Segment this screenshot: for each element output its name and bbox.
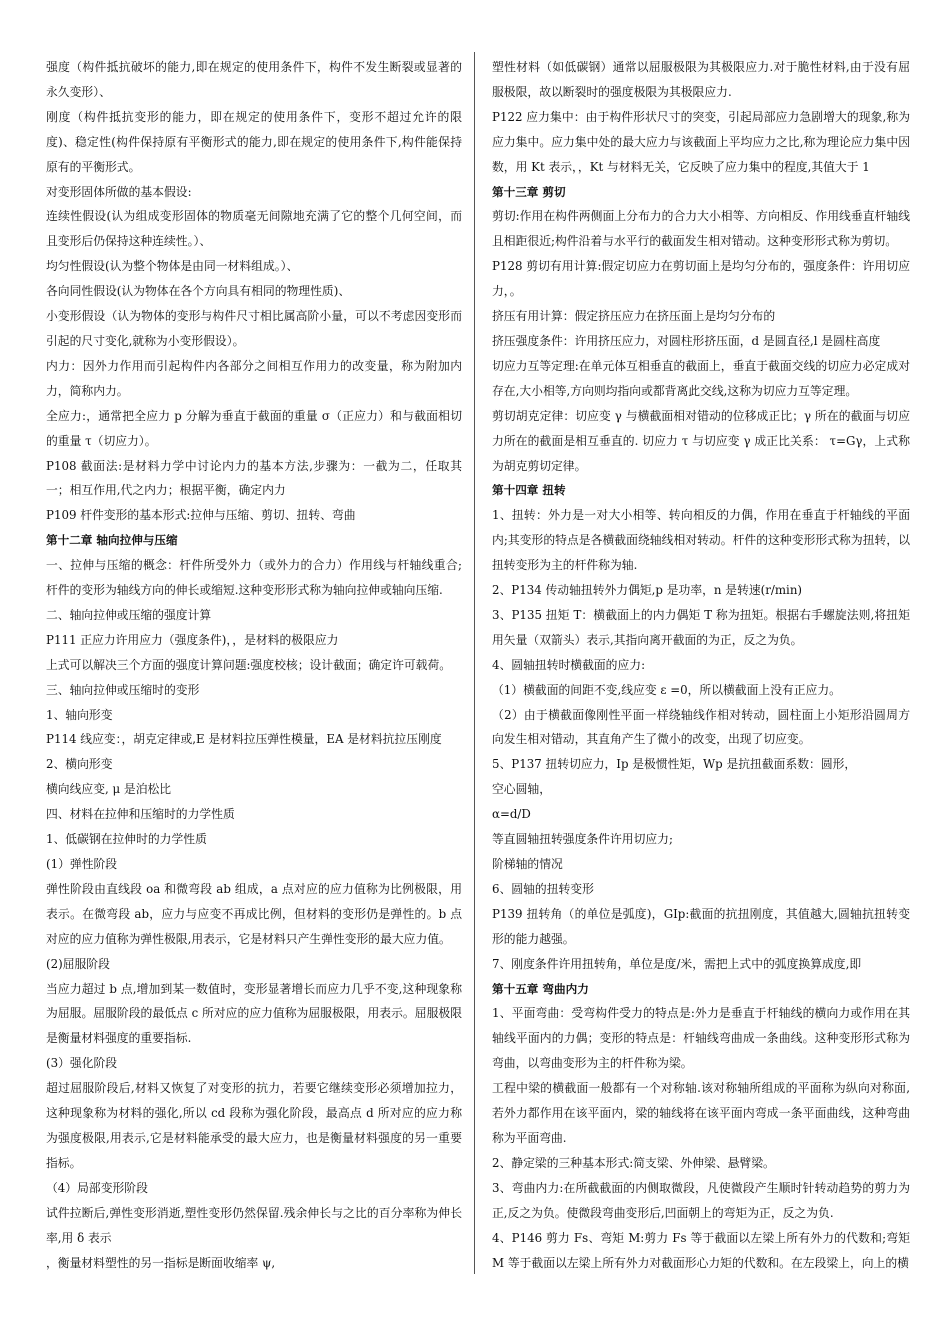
paragraph: 4、圆轴扭转时横截面的应力:	[492, 657, 646, 672]
paragraph: 当应力超过 b 点,增加到某一数值时，变形显著增长而应力几乎不变,这种现象称为屈服。屈服阶段的最低点 c 所对应的应力值称为屈服极限，用表示。屈服极限是衡量材料强度的重要指标.	[46, 981, 462, 1046]
paragraph: α=d/D	[492, 807, 531, 822]
paragraph: P109 杆件变形的基本形式:拉伸与压缩、剪切、扭转、弯曲	[46, 508, 356, 523]
paragraph: 空心圆轴，	[492, 782, 551, 797]
paragraph: 5、P137 扭转切应力，Ip 是极惯性矩，Wp 是抗扭截面系数：圆形，	[492, 757, 857, 772]
chapter-heading: 第十四章 扭转	[492, 483, 566, 498]
paragraph: 各向同性假设(认为物体在各个方向具有相同的物理性质)、	[46, 284, 351, 299]
paragraph: 等直圆轴扭转强度条件许用切应力;	[492, 832, 673, 847]
paragraph: 超过屈服阶段后,材料又恢复了对变形的抗力，若要它继续变形必须增加拉力，这种现象称为材料的强化,所以 cd 段称为强化阶段，最高点 d 所对应的应力称为强度极限,用表示,它是材料能承受的最大应力，也是衡量材料强度的另一重要指标。	[46, 1081, 462, 1170]
paragraph: 横向线应变, μ 是泊松比	[46, 782, 172, 797]
paragraph: 工程中梁的横截面一般都有一个对称轴.该对称轴所组成的平面称为纵向对称面,若外力都作用在该平面内，梁的轴线将在该平面内弯成一条平面曲线，这种弯曲称为平面弯曲.	[492, 1081, 910, 1145]
paragraph: 上式可以解决三个方面的强度计算问题:强度校核；设计截面；确定许可载荷。	[46, 657, 452, 672]
paragraph: 6、圆轴的扭转变形	[492, 881, 594, 896]
paragraph: 剪切胡克定律：切应变 γ 与横截面相对错动的位移成正比；γ 所在的截面与切应力所在的截面是相互垂直的. 切应力 τ 与切应变 γ 成正比关系： τ=Gγ，上式称为胡克剪切定律。	[492, 408, 910, 473]
chapter-heading: 第十三章 剪切	[492, 184, 566, 199]
paragraph: P114 线应变：，胡克定律或,E 是材料拉压弹性模量，EA 是材料抗拉压刚度	[46, 732, 442, 747]
paragraph: 2、横向形变	[46, 757, 113, 772]
paragraph: P108 截面法:是材料力学中讨论内力的基本方法,步骤为：一截为二，任取其一；相互作用,代之内力；根据平衡，确定内力	[46, 458, 462, 498]
paragraph: 连续性假设(认为组成变形固体的物质毫无间隙地充满了它的整个几何空间，而且变形后仍保持这种连续性。）、	[46, 209, 462, 249]
paragraph: ，衡量材料塑性的另一指标是断面收缩率 ψ,	[46, 1255, 276, 1270]
paragraph: 试件拉断后,弹性变形消逝,塑性变形仍然保留.残余伸长与之比的百分率称为伸长率,用 δ 表示	[46, 1205, 462, 1245]
paragraph: 1、扭转：外力是一对大小相等、转向相反的力偶，作用在垂直于杆轴线的平面内;其变形的特点是各横截面绕轴线相对转动。杆件的这种变形形式称为扭转，以扭转变形为主的杆件称为轴.	[492, 508, 910, 573]
paragraph: (2)屈服阶段	[46, 956, 110, 971]
paragraph: 4、P146 剪力 Fs、弯矩 M:剪力 Fs 等于截面以左梁上所有外力的代数和;弯矩 M 等于截面以左梁上所有外力对截面形心力矩的代数和。在左段梁上，向上的横	[492, 1230, 910, 1270]
paragraph: （4）局部变形阶段	[46, 1180, 148, 1195]
chapter-heading: 第十二章 轴向拉伸与压缩	[46, 533, 178, 548]
paragraph: 2、P134 传动轴扭转外力偶矩,p 是功率，n 是转速(r/min)	[492, 583, 803, 598]
paragraph: 二、轴向拉伸或压缩的强度计算	[46, 607, 212, 622]
paragraph: P128 剪切有用计算:假定切应力在剪切面上是均匀分布的，强度条件：许用切应力，。	[492, 259, 910, 299]
right-column	[492, 55, 910, 1275]
paragraph: 1、轴向形变	[46, 707, 113, 722]
column-divider	[474, 52, 475, 1274]
paragraph: P111 正应力许用应力（强度条件)，，是材料的极限应力	[46, 632, 339, 647]
paragraph: 3、弯曲内力:在所截截面的内侧取微段，凡使微段产生顺时针转动趋势的剪力为正,反之为负。使微段弯曲变形后,凹面朝上的弯矩为正，反之为负.	[492, 1180, 910, 1220]
paragraph: 小变形假设（认为物体的变形与构件尺寸相比属高阶小量，可以不考虑因变形而引起的尺寸变化,就称为小变形假设）。	[46, 309, 462, 348]
paragraph: 挤压强度条件：许用挤压应力，对圆柱形挤压面，d 是圆直径,l 是圆柱高度	[492, 333, 881, 348]
paragraph: 刚度（构件抵抗变形的能力，即在规定的使用条件下，变形不超过允许的限度)、稳定性(构件保持原有平衡形式的能力,即在规定的使用条件下,构件能保持原有的平衡形式。	[46, 109, 462, 174]
paragraph: 一、拉伸与压缩的概念：杆件所受外力（或外力的合力）作用线与杆轴线重合;杆件的变形为轴线方向的伸长或缩短.这种变形形式称为轴向拉伸或轴向压缩.	[46, 558, 462, 598]
paragraph: 剪切:作用在构件两侧面上分布力的合力大小相等、方向相反、作用线垂直杆轴线且相距很近;构件沿着与水平行的截面发生相对错动。这种变形形式称为剪切。	[492, 209, 910, 249]
paragraph: 强度（构件抵抗破坏的能力,即在规定的使用条件下，构件不发生断裂或显著的永久变形）、	[46, 60, 462, 99]
paragraph: P139 扭转角（的单位是弧度)，GIp:截面的抗扭刚度，其值越大,圆轴抗扭转变形的能力越强。	[492, 906, 910, 946]
paragraph: 塑性材料（如低碳钢）通常以屈服极限为其极限应力.对于脆性材料,由于没有屈服极限，故以断裂时的强度极限为其极限应力.	[492, 60, 910, 99]
paragraph: 挤压有用计算：假定挤压应力在挤压面上是均匀分布的	[492, 309, 776, 324]
paragraph: 四、材料在拉伸和压缩时的力学性质	[46, 807, 235, 822]
paragraph: (3）强化阶段	[46, 1056, 118, 1071]
paragraph: (1）弹性阶段	[46, 857, 118, 871]
paragraph: 均匀性假设(认为整个物体是由同一材料组成。）、	[46, 259, 299, 274]
paragraph: （2）由于横截面像刚性平面一样绕轴线作相对转动，圆柱面上小矩形沿圆周方向发生相对错动，其直角产生了微小的改变，出现了切应变。	[492, 707, 910, 747]
paragraph: （1）横截面的间距不变,线应变 ε =0，所以横截面上没有正应力。	[492, 682, 841, 697]
chapter-heading: 第十五章 弯曲内力	[492, 981, 589, 996]
paragraph: 阶梯轴的情况	[492, 857, 563, 871]
paragraph: 切应力互等定理:在单元体互相垂直的截面上，垂直于截面交线的切应力必定成对存在,大小相等,方向则均指向或都背离此交线,这称为切应力互等定理。	[492, 358, 910, 398]
paragraph: 三、轴向拉伸或压缩时的变形	[46, 682, 200, 697]
paragraph: 1、平面弯曲：受弯构件受力的特点是:外力是垂直于杆轴线的横向力或作用在其轴线平面内的力偶；变形的特点是：杆轴线弯曲成一条曲线。这种变形形式称为弯曲，以弯曲变形为主的杆件称为梁。	[492, 1006, 910, 1071]
paragraph: 2、静定梁的三种基本形式:简支梁、外伸梁、悬臂梁。	[492, 1155, 775, 1170]
paragraph: 7、刚度条件许用扭转角，单位是度/米，需把上式中的弧度换算成度,即	[492, 956, 862, 971]
paragraph: 1、低碳钢在拉伸时的力学性质	[46, 832, 207, 847]
paragraph: P122 应力集中：由于构件形状尺寸的突变，引起局部应力急剧增大的现象,称为应力集中。应力集中处的最大应力与该截面上平均应力之比,称为理论应力集中因数，用 Kt 表示，，Kt 与材料无关，它反映了应力集中的程度,其值大于 1	[492, 109, 910, 174]
paragraph: 弹性阶段由直线段 oa 和微弯段 ab 组成，a 点对应的应力值称为比例极限，用表示。在微弯段 ab，应力与应变不再成比例，但材料的变形仍是弹性的。b 点对应的应力值称为弹性极限,用表示，它是材料只产生弹性变形的最大应力值。	[46, 881, 462, 946]
paragraph: 3、P135 扭矩 T：横截面上的内力偶矩 T 称为扭矩。根据右手螺旋法则,将扭矩用矢量（双箭头）表示,其指向离开截面的为正，反之为负。	[492, 607, 910, 647]
paragraph: 对变形固体所做的基本假设:	[46, 184, 192, 199]
left-column	[46, 55, 462, 1275]
paragraph: 内力：因外力作用而引起构件内各部分之间相互作用力的改变量，称为附加内力，简称内力。	[46, 358, 462, 398]
paragraph: 全应力:，通常把全应力 p 分解为垂直于截面的重量 σ（正应力）和与截面相切的重量 τ（切应力）。	[46, 408, 462, 448]
